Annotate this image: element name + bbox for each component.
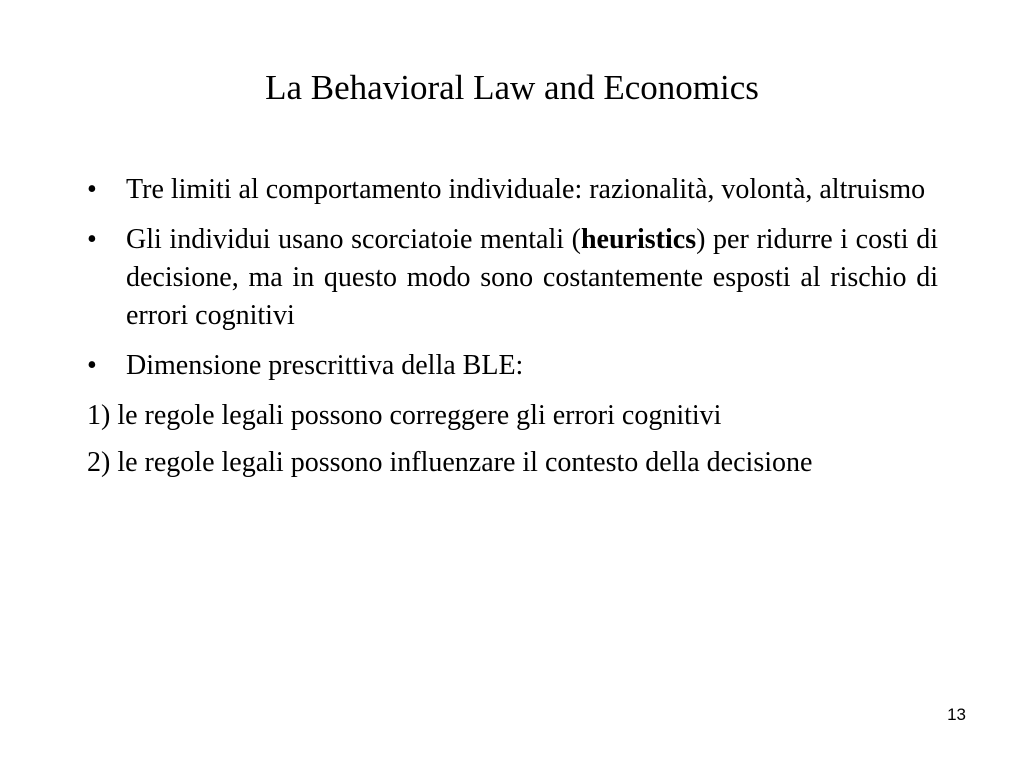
bullet-item	[87, 171, 938, 209]
slide-body	[87, 171, 938, 491]
bullet-marker: •	[87, 350, 97, 381]
item-number: 1)	[87, 400, 111, 431]
bullet-text: Dimensione prescrittiva della BLE:	[126, 350, 524, 381]
bullet-text-before: Gli individui usano scorciatoie mentali (	[126, 224, 581, 255]
bullet-text: Tre limiti al comportamento individuale: razionalità, volontà, altruismo	[126, 174, 926, 205]
slide-title: La Behavioral Law and Economics	[265, 68, 759, 107]
bullet-marker: •	[87, 224, 97, 255]
numbered-item	[87, 444, 938, 482]
item-text: le regole legali possono correggere gli errori cognitivi	[117, 400, 722, 431]
bullet-text-after: ) per ridurre i costi di decisione, ma in questo modo sono costantemente esposti al rischio di errori cognitivi	[126, 224, 938, 331]
bullet-item	[87, 221, 938, 335]
item-number: 2)	[87, 447, 111, 478]
bullet-item	[87, 347, 938, 385]
bullet-marker: •	[87, 174, 97, 205]
page-number: 13	[947, 705, 966, 724]
emphasis-term: heuristics	[580, 224, 697, 255]
numbered-item	[87, 397, 938, 435]
item-text: le regole legali possono influenzare il contesto della decisione	[117, 447, 813, 478]
